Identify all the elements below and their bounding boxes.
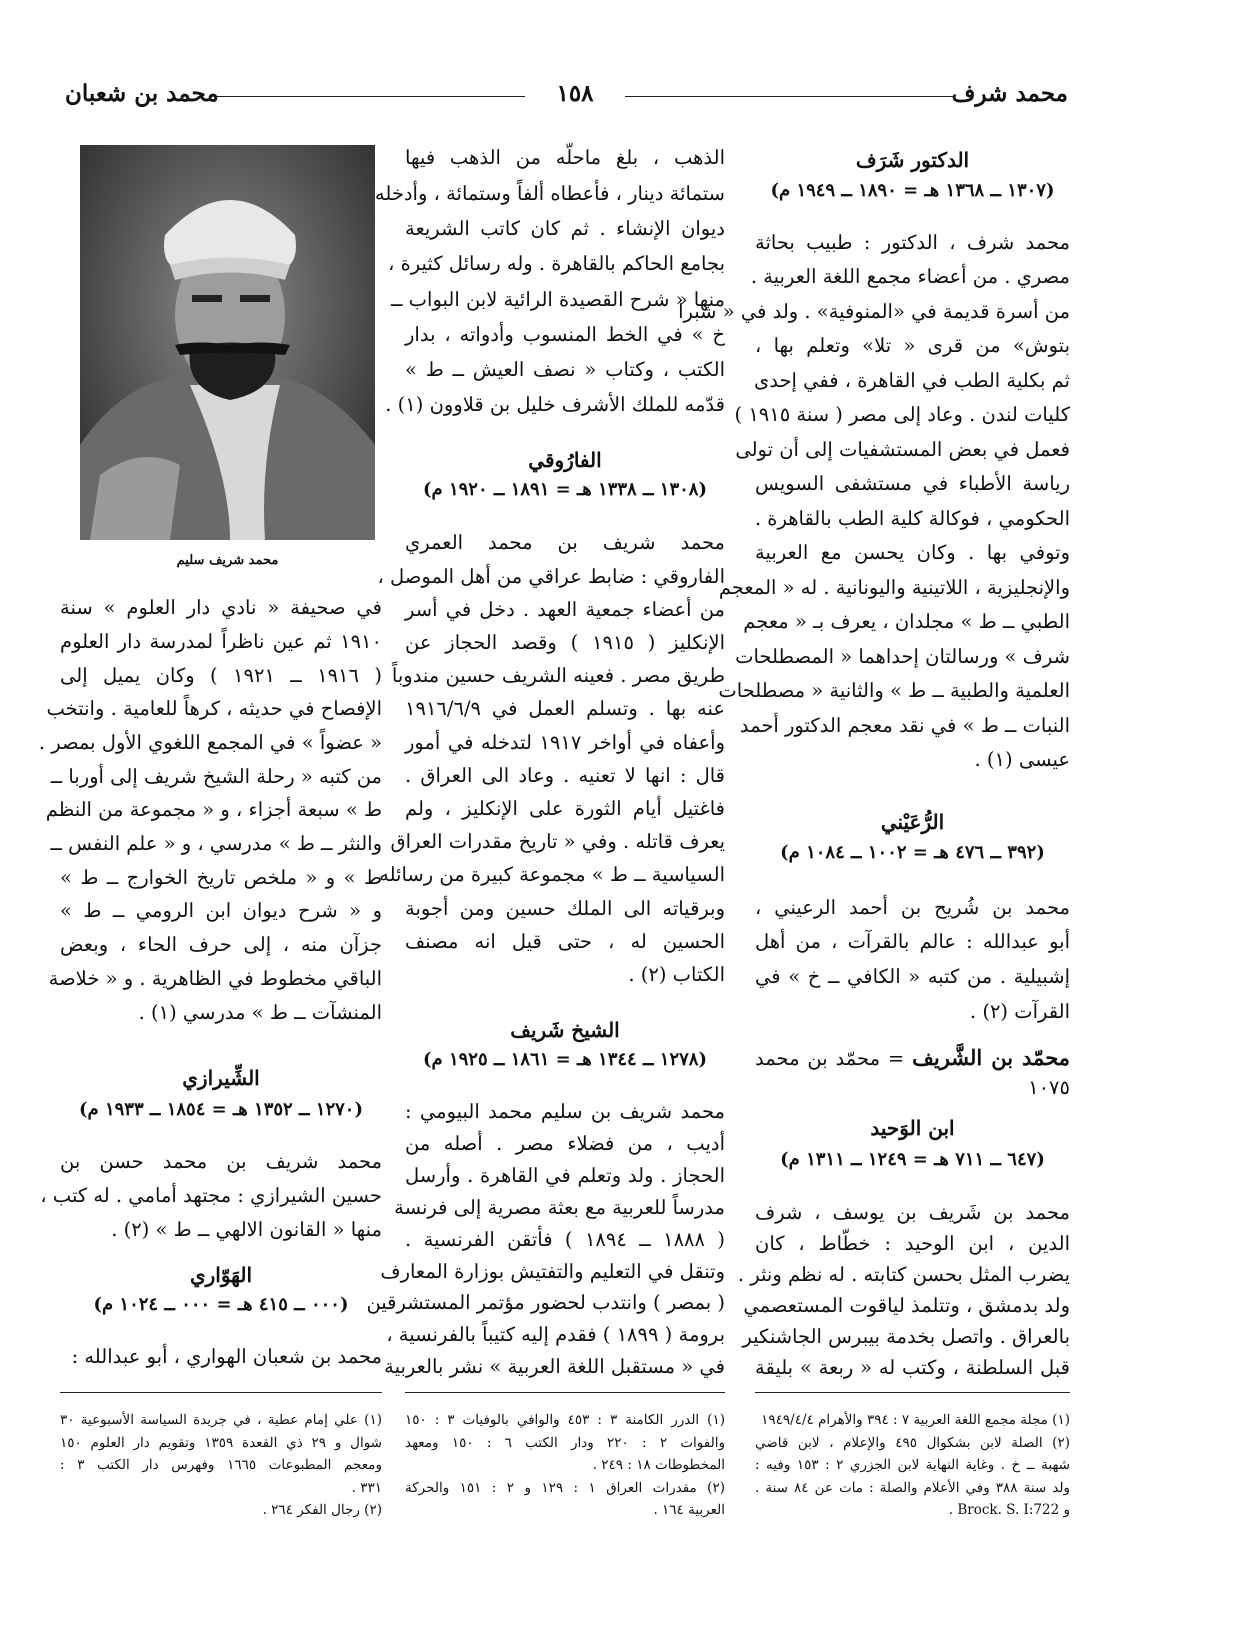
- footnote-line: شهبة ــ خ . وغاية النهاية لابن الجزري ٢ : ١٥٣ وفيه :: [755, 1457, 1070, 1473]
- footnote-line: شوال و ٢٩ ذي القعدة ١٣٥٩ وتقويم دار العلوم ١٥٠: [60, 1434, 382, 1451]
- body-line: محمد شريف بن سليم محمد البيومي :: [405, 1100, 725, 1124]
- footnote-line: (١) مجلة مجمع اللغة العربية ٧ : ٣٩٤ والأهرام ١٩٤٩/٤/٤: [761, 1412, 1070, 1428]
- entry-heading: الدكتور شَرَف: [855, 148, 970, 172]
- body-line: ط » و « ملخص تاريخ الخوارج ــ ط »: [60, 865, 382, 889]
- body-line: مدرساً للعربية مع بعثة مصرية إلى فرنسة: [394, 1195, 725, 1219]
- entry-dates: (١٣٠٧ ــ ١٣٦٨ هـ = ١٨٩٠ ــ ١٩٤٩ م): [770, 180, 1055, 201]
- body-line: العلمية والطبية ــ ط » والثانية « مصطلحات: [718, 679, 1070, 703]
- body-line: في « مستقبل اللغة العربية » نشر بالعربية: [384, 1355, 725, 1379]
- header-rule-right: [625, 96, 955, 97]
- body-line: الإنكليز ( ١٩١٥ ) وقصد الحجاز عن: [405, 631, 725, 654]
- body-line: عيسى (١) .: [974, 748, 1070, 772]
- entry-heading: الشِّيرازي: [182, 1066, 260, 1090]
- footnote-line: ٣٣١ .: [351, 1479, 382, 1496]
- body-line: وتنقل في التعليم والتفتيش بوزارة المعارف: [380, 1259, 725, 1283]
- footnote-rule-right: [755, 1392, 1070, 1393]
- body-line: محمد شريف بن محمد حسن بن: [60, 1150, 382, 1173]
- body-line: ولد بدمشق ، وتتلمذ لياقوت المستعصمي: [743, 1293, 1070, 1317]
- body-line: ديوان الإنشاء . ثم كان كاتب الشريعة: [405, 216, 725, 240]
- entry-dates: (١٢٧٨ ــ ١٣٤٤ هـ = ١٨٦١ ــ ١٩٢٥ م): [423, 1049, 707, 1070]
- body-line: ( ١٩١٦ ــ ١٩٢١ ) وكان يميل إلى: [60, 663, 382, 687]
- body-line: الباقي مخطوط في الظاهرية . و « خلاصة: [48, 966, 382, 990]
- cross-reference-number: ١٠٧٥: [1028, 1076, 1070, 1099]
- entry-dates: (٠٠٠ ــ ٤١٥ هـ = ٠٠٠ ــ ١٠٢٤ م): [93, 1294, 349, 1315]
- body-line: وبرقياته الى الملك حسين ومن أجوبة: [405, 896, 725, 920]
- body-line: من أسرة قديمة في «المنوفية» . ولد في « شبرا: [678, 299, 1070, 323]
- body-line: جزآن منه ، إلى حرف الحاء ، وبعض: [60, 933, 382, 957]
- body-line: المنشآت ــ ط » مدرسي (١) .: [138, 1000, 382, 1024]
- cross-reference-name: محمّد بن الشَّريف: [912, 1045, 1070, 1070]
- body-line: برومة ( ١٨٩٩ ) فقدم إليه كتيباً بالفرنسية ،: [386, 1323, 725, 1347]
- body-line: منها « القانون الالهي ــ ط » (٢) .: [111, 1218, 382, 1241]
- body-line: الفاروقي : ضابط عراقي من أهل الموصل ،: [377, 564, 725, 588]
- footnote-line: (٢) الصلة لابن بشكوال ٤٩٥ والإعلام ، لابن قاضي: [755, 1434, 1070, 1451]
- body-line: عنه بها . وتسلم العمل في ١٩١٦/٦/٩: [405, 697, 725, 721]
- body-line: من كتبه « رحلة الشيخ شريف إلى أوربا ــ: [50, 764, 382, 788]
- body-line: بتوش» من قرى « تلا» وتعلم بها ،: [755, 334, 1070, 358]
- footnote-line: العربية ١٦٤ .: [653, 1502, 725, 1518]
- body-line: قبل السلطنة ، وكتب له « ربعة » بليقة: [755, 1355, 1070, 1379]
- footnote-line: ولد سنة ٣٨٨ وفي الأعلام والصلة : مات عن ٨٤ سنة .: [755, 1479, 1070, 1496]
- footnote-line: ومعجم المطبوعات ١٦٦٥ وفهرس دار الكتب ٣ :: [60, 1457, 382, 1473]
- body-line: « عضواً » في المجمع اللغوي الأول بمصر .: [38, 730, 382, 754]
- body-line: فعمل في بعض المستشفيات إلى أن تولى: [735, 437, 1070, 461]
- footnote-line: (١) الدرر الكامنة ٣ : ٤٥٣ والوافي بالوفيات ٣ : ١٥٠: [405, 1412, 725, 1428]
- body-line: فاغتيل أيام الثورة على الإنكليز ، ولم: [405, 797, 725, 820]
- body-line: قدّمه للملك الأشرف خليل بن قلاوون (١) .: [385, 393, 725, 417]
- entry-heading: الرُّعَيْني: [880, 810, 945, 834]
- page-number: ١٥٨: [556, 80, 594, 107]
- body-line: أبو عبدالله : عالم بالقرآت ، من أهل: [755, 930, 1070, 954]
- body-line: النبات ــ ط » في نقد معجم الدكتور أحمد: [739, 713, 1070, 737]
- footnote-rule-left: [60, 1392, 382, 1393]
- body-line: الحسين له ، حتى قيل انه مصنف: [405, 929, 725, 953]
- body-line: الكتاب (٢) .: [628, 963, 725, 986]
- body-line: بالعراق . واتصل بخدمة بيبرس الجاشنكير: [742, 1324, 1070, 1348]
- body-line: شرف » ورسالتان إحداهما « المصطلحات: [735, 644, 1070, 668]
- body-line: خ » في الخط المنسوب وأدواته ، بدار: [405, 322, 725, 346]
- body-line: كليات لندن . وعاد إلى مصر ( سنة ١٩١٥ ): [734, 403, 1070, 427]
- running-head-left: محمد بن شعبان: [65, 80, 219, 107]
- footnote-line: (٢) رجال الفكر ٢٦٤ .: [262, 1502, 382, 1518]
- body-line: يعرف قاتله . وفي « تاريخ مقدرات العراق: [390, 830, 725, 854]
- body-line: الكتب ، وكتاب « نصف العيش ــ ط »: [405, 358, 725, 382]
- body-line: محمد بن شُريح بن أحمد الرعيني ،: [755, 895, 1070, 919]
- entry-heading: الهَوّاري: [189, 1263, 253, 1287]
- body-line: ( بمصر ) وانتدب لحضور مؤتمر المستشرقين: [366, 1291, 725, 1315]
- entry-dates: (١٢٧٠ ــ ١٣٥٢ هـ = ١٨٥٤ ــ ١٩٣٣ م): [79, 1099, 363, 1120]
- entry-dates: (٦٤٧ ــ ٧١١ هـ = ١٢٤٩ ــ ١٣١١ م): [780, 1149, 1045, 1170]
- body-line: قال : انها لا تعنيه . وعاد الى العراق .: [405, 763, 725, 787]
- body-line: رياسة الأطباء في مستشفى السويس: [755, 472, 1070, 496]
- body-line: الإفصاح في حديثه ، كرهاً للعامية . وانتخب: [46, 697, 382, 721]
- footnote-line: (٢) مقدرات العراق ١ : ١٢٩ و ٢ : ١٥١ والحركة: [405, 1479, 725, 1496]
- portrait-caption: محمد شريف سليم: [176, 553, 279, 568]
- body-line: إشبيلية . من كتبه « الكافي ــ خ » في: [755, 965, 1070, 989]
- body-line: في صحيفة « نادي دار العلوم » سنة: [60, 596, 382, 620]
- body-line: محمد بن شعبان الهواري ، أبو عبدالله :: [71, 1345, 382, 1368]
- cross-reference-entry: [755, 1043, 1070, 1073]
- body-line: حسين الشيرازي : مجتهد أمامي . له كتب ،: [40, 1184, 382, 1207]
- body-line: ستمائة دينار ، فأعطاه ألفاً وستمائة ، وأدخله: [374, 181, 725, 205]
- running-head-right: محمد شرف: [951, 80, 1068, 107]
- body-line: محمد بن شَريف بن يوسف ، شرف: [755, 1200, 1070, 1224]
- entry-dates: (٣٩٢ ــ ٤٧٦ هـ = ١٠٠٢ ــ ١٠٨٤ م): [780, 842, 1045, 863]
- body-line: ثم بكلية الطب في القاهرة ، ففي إحدى: [754, 368, 1070, 392]
- body-line: و « شرح ديوان ابن الرومي ــ ط »: [60, 899, 382, 923]
- body-line: الحجاز . ولد وتعلم في القاهرة . وأرسل: [405, 1163, 725, 1187]
- header-rule-left: [215, 96, 525, 97]
- body-line: السياسية ــ ط » مجموعة كبيرة من رسائله: [379, 863, 725, 887]
- entry-heading: الشيخ شَريف: [510, 1018, 620, 1042]
- body-line: والنثر ــ ط » مدرسي ، و « علم النفس ــ: [50, 832, 382, 856]
- footnote-rule-middle: [405, 1392, 725, 1393]
- body-line: مصري . من أعضاء مجمع اللغة العربية .: [750, 265, 1070, 289]
- body-line: ( ١٨٨٨ ــ ١٨٩٤ ) فأتقن الفرنسية .: [405, 1227, 726, 1251]
- cross-reference-target: = محمّد بن محمد: [755, 1047, 905, 1070]
- body-line: طريق مصر . فعينه الشريف حسين مندوباً: [391, 664, 725, 688]
- body-line: أديب ، من فضلاء مصر . أصله من: [405, 1131, 725, 1155]
- footnote-line: (١) علي إمام عطية ، في جريدة السياسة الأسبوعية ٣٠: [60, 1412, 382, 1428]
- footnote-line: و Brock. S. I:722 .: [948, 1502, 1070, 1518]
- entry-dates: (١٣٠٨ ــ ١٣٣٨ هـ = ١٨٩١ ــ ١٩٢٠ م): [423, 479, 707, 500]
- body-line: يضرب المثل بحسن كتابته . له نظم ونثر .: [737, 1262, 1070, 1286]
- body-line: بجامع الحاكم بالقاهرة . وله رسائل كثيرة ،: [388, 252, 725, 276]
- body-line: محمد شريف بن محمد العمري: [405, 531, 725, 555]
- body-line: الدين ، ابن الوحيد : خطّاط ، كان: [755, 1231, 1070, 1255]
- body-line: والإنجليزية ، اللاتينية واليونانية . له « المعجم: [718, 575, 1070, 599]
- body-line: من أعضاء جمعية العهد . دخل في أسر: [405, 597, 725, 621]
- body-line: منها « شرح القصيدة الرائية لابن البواب ــ: [391, 287, 725, 311]
- body-line: وتوفي بها . وكان يحسن مع العربية: [755, 541, 1070, 565]
- body-line: ١٩١٠ ثم عين ناظراً لمدرسة دار العلوم: [60, 629, 382, 653]
- body-line: الحكومي ، فوكالة كلية الطب بالقاهرة .: [754, 506, 1070, 530]
- footnote-line: المخطوطات ١٨ : ٢٤٩ .: [592, 1457, 725, 1473]
- body-line: الطبي ــ ط » مجلدان ، يعرف بـ « معجم: [743, 610, 1070, 634]
- body-line: القرآت (٢) .: [969, 999, 1070, 1023]
- body-line: وأعفاه في أواخر ١٩١٧ لتدخله في أمور: [405, 730, 725, 754]
- footnote-line: والفوات ٢ : ٢٢٠ ودار الكتب ٦ : ١٥٠ ومعهد: [405, 1434, 725, 1451]
- portrait-photo: [80, 145, 375, 540]
- body-line: الذهب ، بلغ ماحلّه من الذهب فيها: [405, 146, 725, 170]
- entry-heading: ابن الوَحيد: [870, 1116, 955, 1140]
- body-line: ط » سبعة أجزاء ، و « مجموعة من النظم: [45, 798, 382, 822]
- body-line: محمد شرف ، الدكتور : طبيب بحاثة: [755, 230, 1070, 254]
- entry-heading: الفارُوقي: [528, 448, 602, 472]
